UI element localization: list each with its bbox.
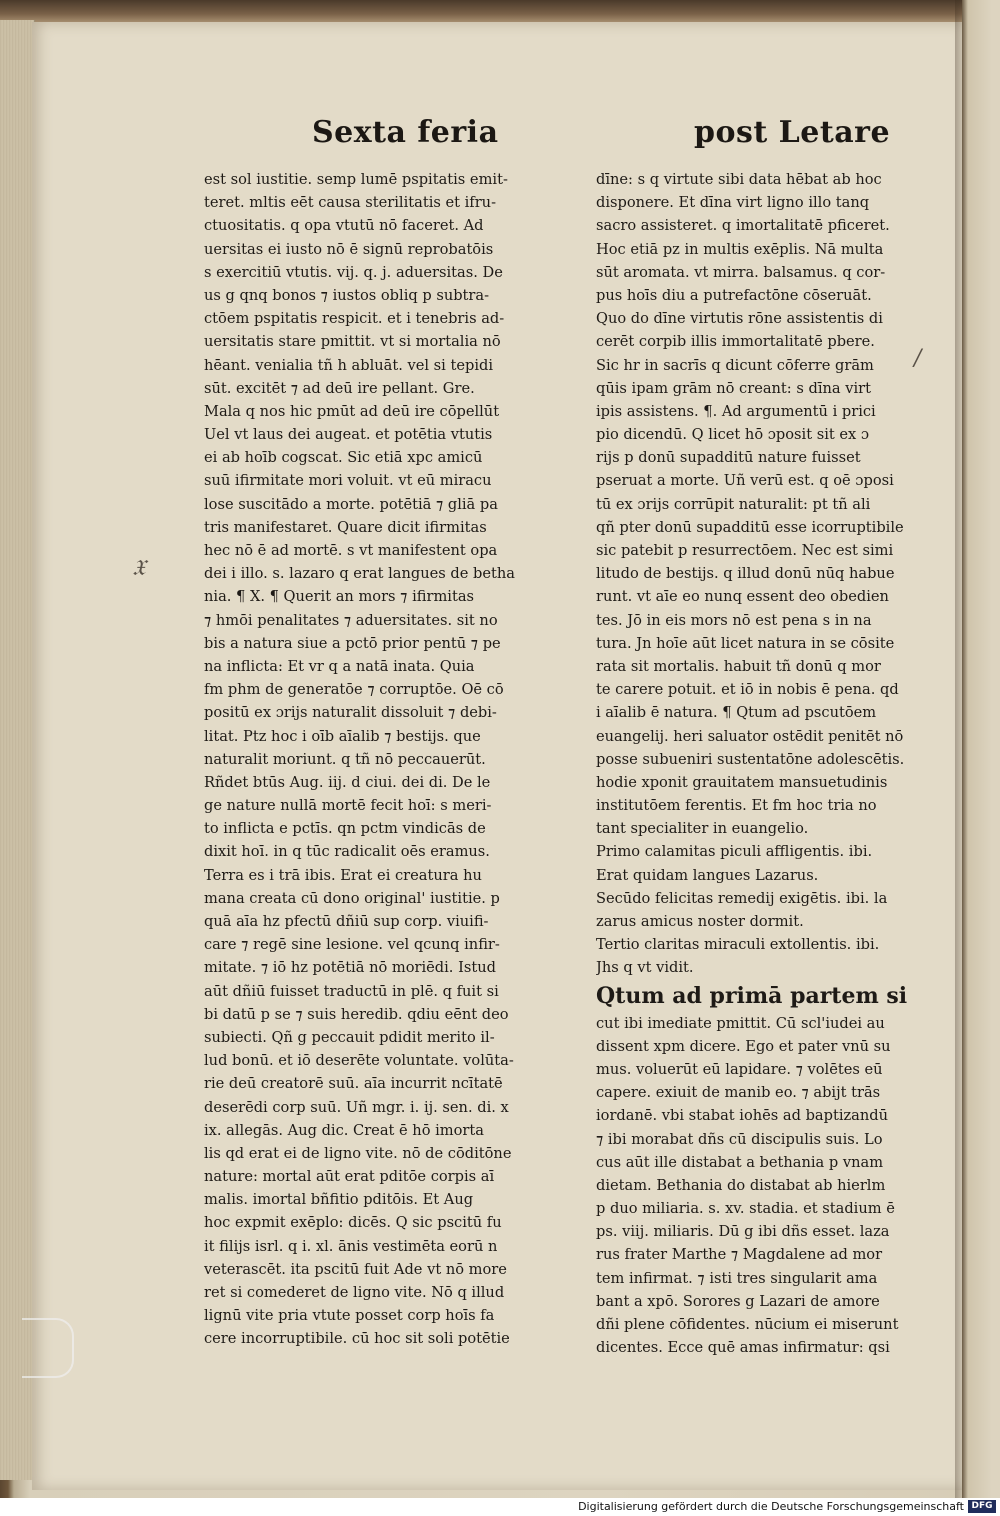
text-line: Terra es i trā ibis. Erat ei creatura hu bbox=[204, 866, 482, 884]
text-line: pio dicendū. Q licet hō ɔposit sit ex ɔ bbox=[596, 426, 870, 444]
text-line: lose suscitādo a morte. potētiā ⁊ gliā pa bbox=[204, 495, 498, 513]
section-heading-line: Qtum ad primā partem si bbox=[596, 982, 908, 1009]
text-line: malis. imortal bñfitio pditōis. Et Aug bbox=[204, 1191, 474, 1209]
text-line: dissent xpm dicere. Ego et pater vnū su bbox=[596, 1037, 891, 1055]
text-line: Tertio claritas miraculi extollentis. ibi. bbox=[596, 936, 880, 954]
text-line: Secūdo felicitas remedij exigētis. ibi. la bbox=[596, 889, 888, 907]
text-line: runt. vt aīe eo nunq essent deo obedien bbox=[596, 588, 889, 606]
text-line: lud bonū. et iō deserēte voluntate. volūta- bbox=[204, 1052, 514, 1070]
text-line: nia. ¶ X. ¶ Querit an mors ⁊ ifirmitas bbox=[204, 588, 475, 606]
text-line: Mala q nos hic pmūt ad deū ire cōpellūt bbox=[204, 402, 500, 420]
text-line: lis qd erat ei de ligno vite. nō de cōditōne bbox=[204, 1144, 512, 1162]
text-line: to inflicta e pctīs. qn pctm vindicās de bbox=[204, 820, 486, 838]
text-line: Jhs q vt vidit. bbox=[596, 959, 694, 977]
text-line: hec nō ē ad mortē. s vt manifestent opa bbox=[204, 542, 498, 559]
text-line: i aīalib ē natura. ¶ Qtum ad pscutōem bbox=[596, 704, 877, 722]
text-line: ipis assistens. ¶. Ad argumentū i prici bbox=[596, 402, 876, 420]
text-line: tū ex ɔrijs corrūpit naturalit: pt tñ ali bbox=[596, 495, 871, 513]
text-line: zarus amicus noster dormit. bbox=[596, 913, 804, 930]
running-head-right: post Letare bbox=[694, 115, 891, 150]
text-line: Rñdet btūs Aug. iij. d ciui. dei di. De le bbox=[204, 773, 491, 791]
text-column-left bbox=[204, 168, 524, 1351]
text-line: te carere potuit. et iō in nobis ē pena. qd bbox=[596, 681, 899, 699]
text-line: lignū vite pria vtute posset corp hoīs fa bbox=[204, 1307, 495, 1325]
text-line: capere. exiuit de manib eo. ⁊ abijt trās bbox=[596, 1084, 881, 1102]
text-column-right bbox=[596, 168, 908, 1359]
text-line: sūt. excitēt ⁊ ad deū ire pellant. Gre. bbox=[204, 379, 475, 397]
text-line: bi datū p se ⁊ suis heredib. qdiu eēnt deo bbox=[204, 1005, 509, 1023]
text-line: ix. allegās. Aug dic. Creat ē hō imorta bbox=[204, 1121, 484, 1139]
text-line: tura. Jn hoīe aūt licet natura in se cōsite bbox=[596, 634, 895, 652]
page-clip-shadow bbox=[22, 1318, 74, 1378]
text-line: sūt aromata. vt mirra. balsamus. q cor- bbox=[596, 263, 886, 281]
text-line: sic patebit p resurrectōem. Nec est simi bbox=[596, 542, 894, 559]
text-line: deserēdi corp suū. Uñ mgr. i. ij. sen. di. x bbox=[204, 1098, 509, 1116]
book-top-edge bbox=[0, 0, 1000, 22]
text-line: hodie xponit grauitatem mansuetudinis bbox=[596, 773, 888, 791]
text-line: Erat quidam langues Lazarus. bbox=[596, 866, 819, 884]
text-line: Primo calamitas piculi affligentis. ibi. bbox=[596, 843, 873, 861]
text-line: mus. voluerūt eū lapidare. ⁊ volētes eū bbox=[596, 1060, 883, 1078]
text-line: teret. mltis eēt causa sterilitatis et ifru- bbox=[204, 194, 497, 212]
text-line: rata sit mortalis. habuit tñ donū q mor bbox=[596, 657, 881, 675]
text-line: qūis ipam grām nō creant: s dīna virt bbox=[596, 379, 871, 397]
text-line: naturalit moriunt. q tñ nō peccauerūt. bbox=[204, 750, 486, 768]
text-line: cus aūt ille distabat a bethania p vnam bbox=[596, 1153, 884, 1171]
text-line: fm phm de generatōe ⁊ corruptōe. Oē cō bbox=[204, 681, 504, 699]
page-stack-edges bbox=[0, 20, 35, 1480]
text-line: rijs p donū supadditū nature fuisset bbox=[596, 449, 861, 467]
text-line: bant a xpō. Sorores g Lazari de amore bbox=[596, 1292, 880, 1310]
text-line: ctuositatis. q opa vtutū nō faceret. Ad bbox=[204, 217, 484, 235]
text-line: tris manifestaret. Quare dicit ifirmitas bbox=[204, 518, 487, 536]
text-line: qñ pter donū supadditū esse icorruptibile bbox=[596, 518, 904, 536]
text-line: quā aīa hz pfectū dñiū sup corp. viuifi- bbox=[204, 913, 489, 930]
text-line: tant specialiter in euangelio. bbox=[596, 820, 809, 838]
text-line: ⁊ hmōi penalitates ⁊ aduersitates. sit no bbox=[204, 611, 498, 629]
text-line: mana creata cū dono original' iustitie. p bbox=[204, 889, 500, 907]
text-line: it filijs isrl. q i. xl. ānis vestimēta eorū n bbox=[204, 1237, 498, 1255]
text-line: euangelij. heri saluator ostēdit penitēt nō bbox=[596, 727, 904, 745]
text-line: dixit hoī. in q tūc radicalit oēs eramus. bbox=[204, 843, 490, 861]
text-line: pseruat a morte. Uñ verū est. q oē ɔposi bbox=[596, 472, 894, 490]
text-line: cut ibi imediate pmittit. Cū scl'iudei au bbox=[596, 1014, 885, 1032]
text-line: posse subueniri sustentatōne adolescētis. bbox=[596, 750, 905, 768]
text-line: aūt dñiū fuisset traductū in plē. q fuit si bbox=[204, 982, 499, 1000]
text-line: ps. viij. miliaris. Dū g ibi dñs esset. laza bbox=[596, 1223, 890, 1241]
dfg-logo-icon: DFG bbox=[968, 1500, 996, 1513]
text-line: sacro assisteret. q imortalitatē pficeret. bbox=[596, 217, 890, 235]
text-line: Uel vt laus dei augeat. et potētia vtutis bbox=[204, 426, 493, 444]
text-line: institutōem ferentis. Et fm hoc tria no bbox=[596, 797, 877, 815]
text-line: dīne: s q virtute sibi data hēbat ab hoc bbox=[596, 171, 882, 188]
text-line: nature: mortal aūt erat pditōe corpis aī bbox=[204, 1168, 495, 1186]
funding-credit: Digitalisierung gefördert durch die Deutsche Forschungsgemeinschaft bbox=[578, 1500, 964, 1513]
text-line: ei ab hoīb cogscat. Sic etiā xpc amicū bbox=[204, 449, 483, 467]
text-line: positū ex ɔrijs naturalit dissoluit ⁊ debi- bbox=[204, 704, 497, 722]
margin-annotation-x: 𝔛 bbox=[132, 556, 146, 581]
text-line: litat. Ptz hoc i oīb aīalib ⁊ bestijs. que bbox=[204, 727, 481, 745]
text-line: disponere. Et dīna virt ligno illo tanq bbox=[596, 194, 870, 212]
text-line: bis a natura siue a pctō prior pentū ⁊ pe bbox=[204, 634, 501, 652]
text-line: iordanē. vbi stabat iohēs ad baptizandū bbox=[596, 1107, 889, 1125]
text-line: Sic hr in sacrīs q dicunt cōferre grām bbox=[596, 356, 874, 374]
running-head-left: Sexta feria bbox=[312, 115, 499, 150]
text-line: ctōem pspitatis respicit. et i tenebris ad- bbox=[204, 310, 505, 328]
margin-annotation-slash: / bbox=[914, 346, 922, 371]
text-line: dei i illo. s. lazaro q erat langues de betha bbox=[204, 565, 515, 583]
text-line: ge nature nullā mortē fecit hoī: s meri- bbox=[204, 797, 492, 815]
text-line: dñi plene cōfidentes. nūcium ei miserunt bbox=[596, 1316, 899, 1333]
text-line: Quo do dīne virtutis rōne assistentis di bbox=[596, 310, 883, 328]
text-line: rie deū creatorē suū. aīa incurrit ncītatē bbox=[204, 1075, 503, 1093]
text-line: mitate. ⁊ iō hz potētiā nō moriēdi. Istud bbox=[204, 959, 496, 977]
text-line: pus hoīs diu a putrefactōne cōseruāt. bbox=[596, 286, 872, 304]
text-line: est sol iustitie. semp lumē pspitatis emit- bbox=[204, 171, 508, 188]
text-line: litudo de bestijs. q illud donū nūq habue bbox=[596, 565, 895, 583]
facing-page-edge bbox=[962, 0, 1000, 1498]
text-line: ⁊ ibi morabat dñs cū discipulis suis. Lo bbox=[596, 1130, 883, 1148]
text-line: p duo miliaria. s. xv. stadia. et stadium ē bbox=[596, 1200, 895, 1218]
text-line: suū ifirmitate mori voluit. vt eū miracu bbox=[204, 472, 492, 490]
text-line: tes. Jō in eis mors nō est pena s in na bbox=[596, 611, 872, 629]
text-line: tem infirmat. ⁊ isti tres singularit ama bbox=[596, 1269, 878, 1287]
text-line: ret si comederet de ligno vite. Nō q illud bbox=[204, 1284, 505, 1301]
text-line: hēant. venialia tñ h abluāt. vel si tepidi bbox=[204, 356, 493, 374]
text-line: Hoc etiā pz in multis exēplis. Nā multa bbox=[596, 240, 884, 258]
text-line: veterascēt. ita pscitū fuit Ade vt nō more bbox=[204, 1260, 507, 1278]
text-line: subiecti. Qñ g peccauit pdidit merito il- bbox=[204, 1028, 495, 1046]
footer-bar bbox=[0, 1498, 1000, 1516]
text-line: cere incorruptibile. cū hoc sit soli potētie bbox=[204, 1330, 510, 1348]
text-line: uersitatis stare pmittit. vt si mortalia nō bbox=[204, 333, 501, 351]
text-line: rus frater Marthe ⁊ Magdalene ad mor bbox=[596, 1246, 883, 1264]
text-line: us g qnq bonos ⁊ iustos obliq p subtra- bbox=[204, 286, 490, 304]
text-line: cerēt corpib illis immortalitatē pbere. bbox=[596, 333, 875, 351]
text-line: dicentes. Ecce quē amas infirmatur: qsi bbox=[596, 1339, 890, 1357]
text-line: na inflicta: Et vr q a natā inata. Quia bbox=[204, 657, 475, 675]
text-line: uersitas ei iusto nō ē signū reprobatōis bbox=[204, 240, 494, 258]
text-line: dietam. Bethania do distabat ab hierlm bbox=[596, 1176, 886, 1194]
text-line: care ⁊ regē sine lesione. vel qcunq infir- bbox=[204, 936, 500, 954]
text-line: hoc expmit exēplo: dicēs. Q sic pscitū fu bbox=[204, 1214, 502, 1232]
text-line: s exercitiū vtutis. vij. q. j. aduersitas. De bbox=[204, 263, 503, 281]
